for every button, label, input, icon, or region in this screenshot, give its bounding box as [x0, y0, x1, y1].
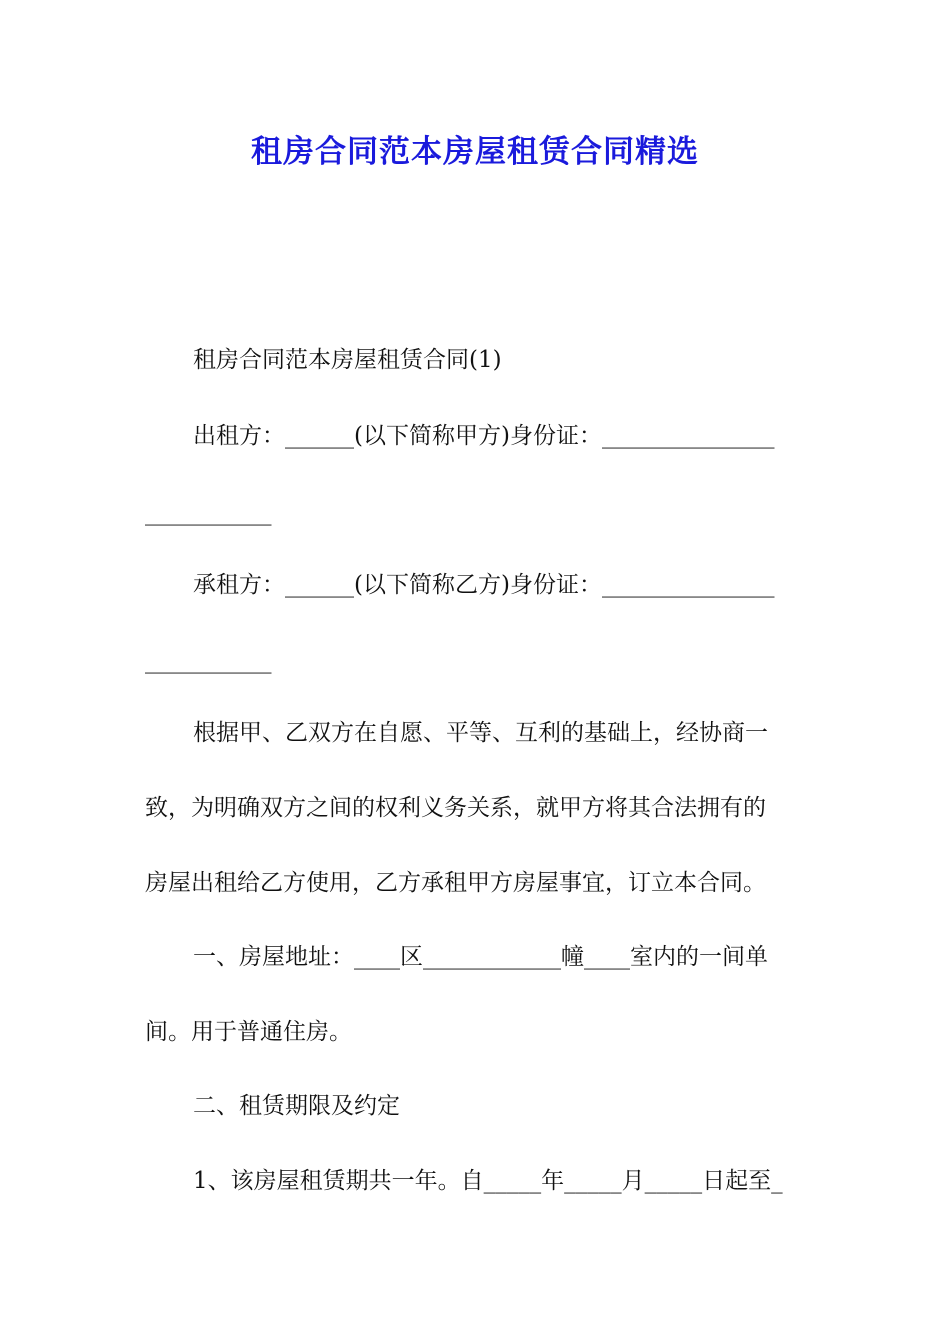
- clause-2-heading: 二、租赁期限及约定: [193, 1093, 400, 1119]
- preamble-line-1: 根据甲、乙双方在自愿、平等、互利的基础上，经协商一: [193, 720, 768, 746]
- preamble-line-2: 致，为明确双方之间的权利义务关系，就甲方将其合法拥有的: [145, 795, 766, 821]
- preamble-line-3: 房屋出租给乙方使用，乙方承租甲方房屋事宜，订立本合同。: [145, 870, 766, 896]
- document-title: 租房合同范本房屋租赁合同精选: [251, 134, 699, 170]
- clause-2-item-1: 1、该房屋租赁期共一年。自_____年_____月_____日起至_: [193, 1168, 783, 1194]
- lessee-id-continuation: ___________: [145, 648, 272, 674]
- lessee-line: 承租方：______(以下简称乙方)身份证：_______________: [193, 572, 775, 598]
- lessor-line: 出租方：______(以下简称甲方)身份证：_______________: [193, 423, 775, 449]
- contract-subtitle: 租房合同范本房屋租赁合同(1): [193, 347, 502, 373]
- clause-1-address: 一、房屋地址：____区____________幢____室内的一间单: [193, 944, 768, 970]
- lessor-id-continuation: ___________: [145, 500, 272, 526]
- clause-1-usage: 间。用于普通住房。: [145, 1019, 352, 1045]
